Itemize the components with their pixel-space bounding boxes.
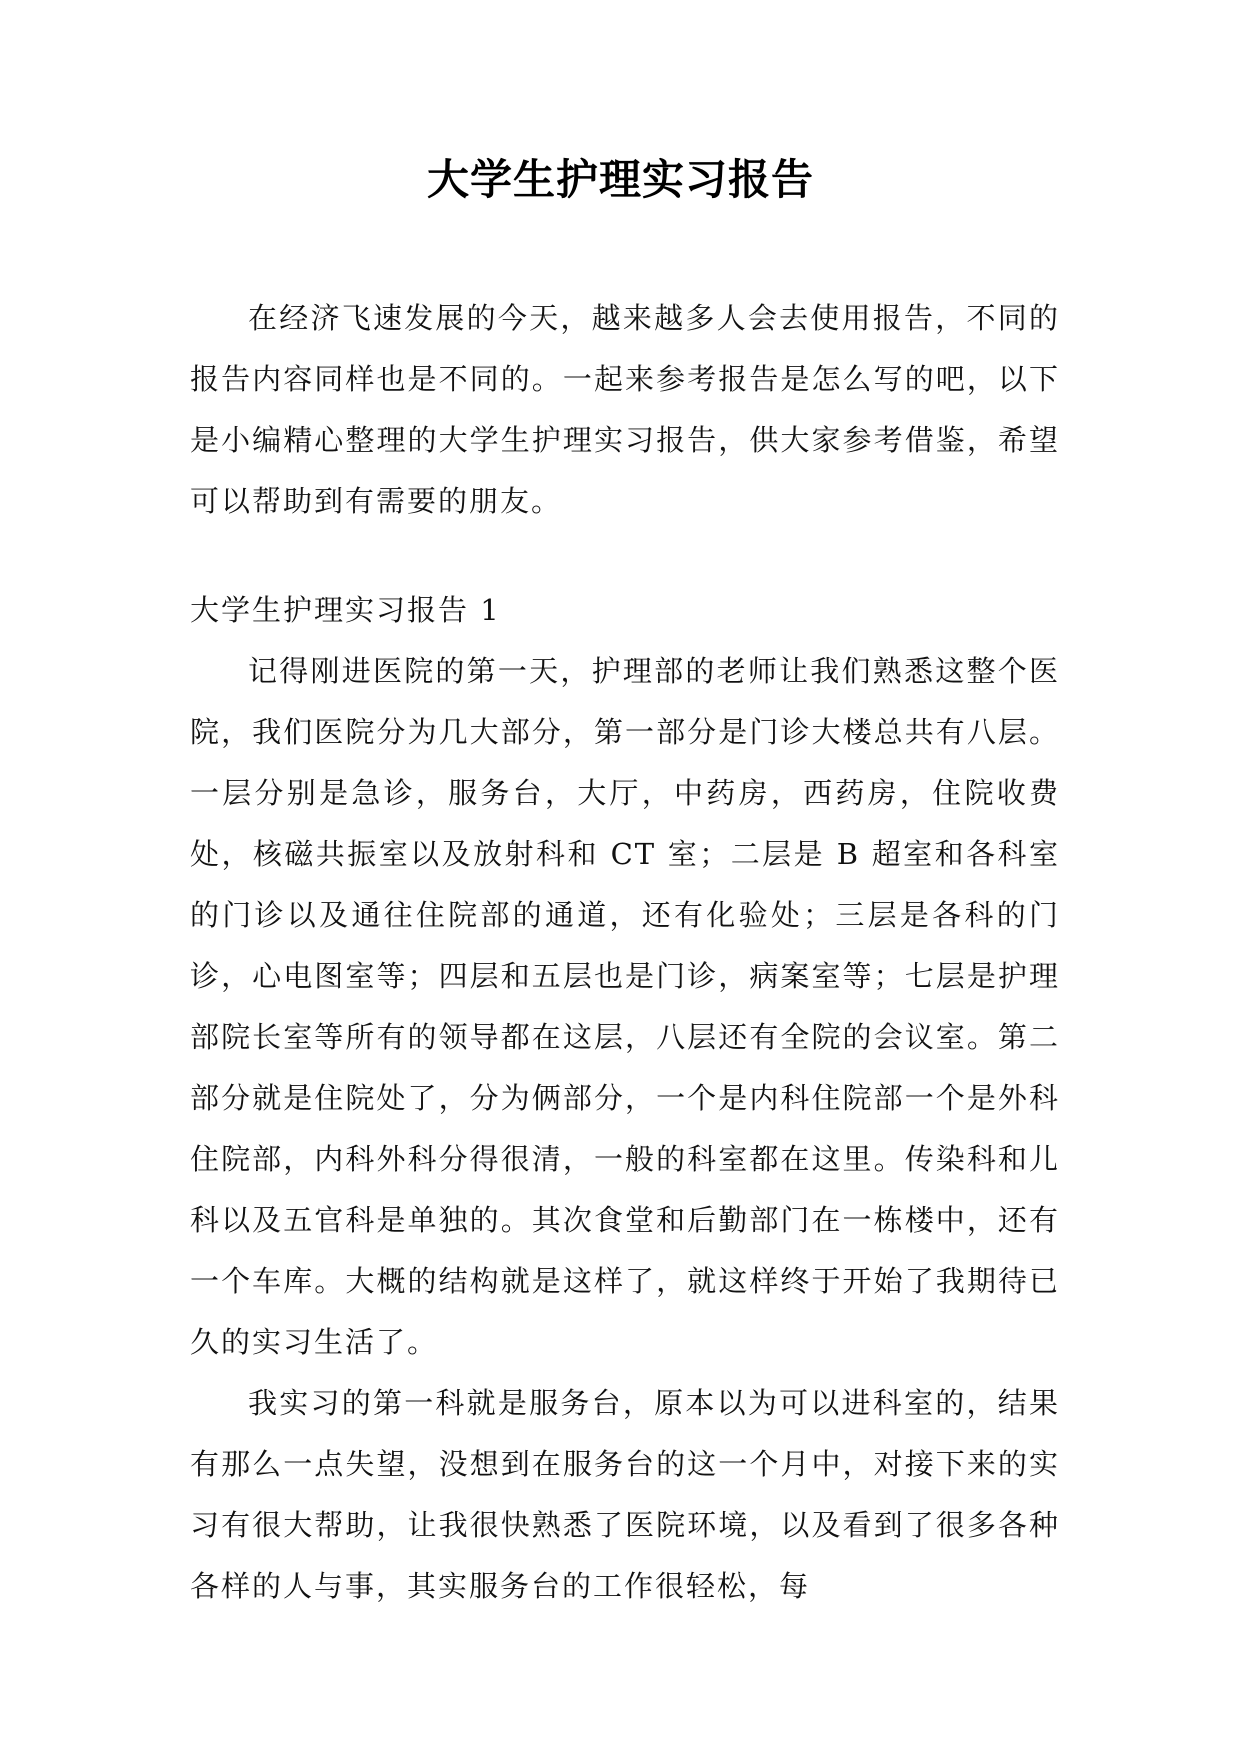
- page-title: 大学生护理实习报告: [426, 155, 814, 204]
- intro-block: [190, 288, 1060, 532]
- body-paragraph: 记得刚进医院的第一天，护理部的老师让我们熟悉这整个医院，我们医院分为几大部分，第一部分是门诊大楼总共有八层。一层分别是急诊，服务台，大厅，中药房，西药房，住院收费处，核磁共振室以及放射科和 CT 室；二层是 B 超室和各科室的门诊以及通往住院部的通道，还有化验处；三层是各科的门诊，心电图室等；四层和五层也是门诊，病案室等；七层是护理部院长室等所有的领导都在这层，八层还有全院的会议室。第二部分就是住院处了，分为俩部分，一个是内科住院部一个是外科住院部，内科外科分得很清，一般的科室都在这里。传染科和儿科以及五官科是单独的。其次食堂和后勤部门在一栋楼中，还有一个车库。大概的结构就是这样了，就这样终于开始了我期待已久的实习生活了。: [190, 654, 1060, 1359]
- body-paragraph: 我实习的第一科就是服务台，原本以为可以进科室的，结果有那么一点失望，没想到在服务台的这一个月中，对接下来的实习有很大帮助，让我很快熟悉了医院环境，以及看到了很多各种各样的人与事，其实服务台的工作很轻松，每: [190, 1386, 1060, 1603]
- intro-paragraph: 在经济飞速发展的今天，越来越多人会去使用报告，不同的报告内容同样也是不同的。一起来参考报告是怎么写的吧，以下是小编精心整理的大学生护理实习报告，供大家参考借鉴，希望可以帮助到有需要的朋友。: [190, 301, 1060, 518]
- section-1: [190, 580, 1060, 1617]
- section-heading: 大学生护理实习报告 1: [190, 593, 501, 627]
